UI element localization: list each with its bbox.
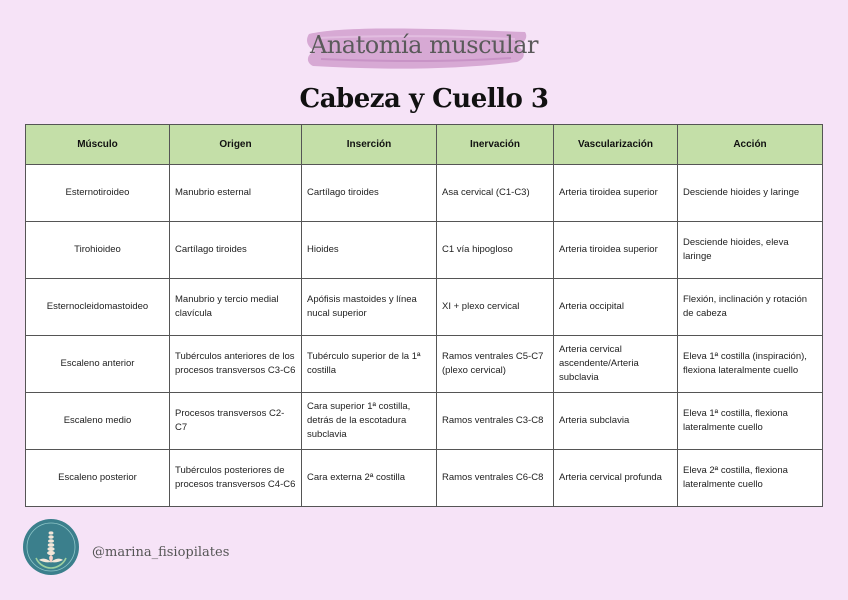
vascularization-cell: Arteria occipital [554,279,678,336]
innervation-cell: Ramos ventrales C5-C7 (plexo cervical) [437,336,554,393]
insertion-cell: Apófisis mastoides y línea nucal superior [302,279,437,336]
muscle-cell: Escaleno medio [26,393,170,450]
innervation-cell: Asa cervical (C1-C3) [437,165,554,222]
vascularization-cell: Arteria cervical profunda [554,450,678,507]
column-header: Inserción [302,125,437,165]
table-row [26,336,823,393]
muscle-cell: Escaleno anterior [26,336,170,393]
origin-cell: Tubérculos posteriores de procesos transversos C4-C6 [170,450,302,507]
muscle-cell: Escaleno posterior [26,450,170,507]
muscle-table [25,124,823,507]
innervation-cell: C1 vía hipogloso [437,222,554,279]
table-row [26,165,823,222]
origin-cell: Cartílago tiroides [170,222,302,279]
table-header-row [26,125,823,165]
insertion-cell: Hioides [302,222,437,279]
table-row [26,222,823,279]
column-header: Músculo [26,125,170,165]
action-cell: Eleva 1ª costilla, flexiona lateralmente cuello [678,393,823,450]
muscle-cell: Esternocleidomastoideo [26,279,170,336]
table-row [26,450,823,507]
action-cell: Eleva 2ª costilla, flexiona lateralmente cuello [678,450,823,507]
table-row [26,279,823,336]
vascularization-cell: Arteria cervical ascendente/Arteria subclavia [554,336,678,393]
action-cell: Flexión, inclinación y rotación de cabeza [678,279,823,336]
action-cell: Eleva 1ª costilla (inspiración), flexiona lateralmente cuello [678,336,823,393]
column-header: Vascularización [554,125,678,165]
spine-lotus-icon [22,518,80,576]
column-header: Acción [678,125,823,165]
origin-cell: Manubrio esternal [170,165,302,222]
insertion-cell: Cara superior 1ª costilla, detrás de la escotadura subclavia [302,393,437,450]
vascularization-cell: Arteria tiroidea superior [554,222,678,279]
action-cell: Desciende hioides, eleva laringe [678,222,823,279]
header-title: Anatomía muscular [310,31,538,59]
insertion-cell: Tubérculo superior de la 1ª costilla [302,336,437,393]
innervation-cell: Ramos ventrales C6-C8 [437,450,554,507]
instagram-handle: @marina_fisiopilates [92,545,230,560]
insertion-cell: Cartílago tiroides [302,165,437,222]
muscle-cell: Esternotiroideo [26,165,170,222]
vascularization-cell: Arteria tiroidea superior [554,165,678,222]
innervation-cell: XI + plexo cervical [437,279,554,336]
origin-cell: Tubérculos anteriores de los procesos transversos C3-C6 [170,336,302,393]
muscle-cell: Tirohioideo [26,222,170,279]
innervation-cell: Ramos ventrales C3-C8 [437,393,554,450]
vascularization-cell: Arteria subclavia [554,393,678,450]
table-row [26,393,823,450]
insertion-cell: Cara externa 2ª costilla [302,450,437,507]
column-header: Inervación [437,125,554,165]
action-cell: Desciende hioides y laringe [678,165,823,222]
page-title: Cabeza y Cuello 3 [299,84,549,114]
column-header: Origen [170,125,302,165]
origin-cell: Manubrio y tercio medial clavícula [170,279,302,336]
origin-cell: Procesos transversos C2-C7 [170,393,302,450]
